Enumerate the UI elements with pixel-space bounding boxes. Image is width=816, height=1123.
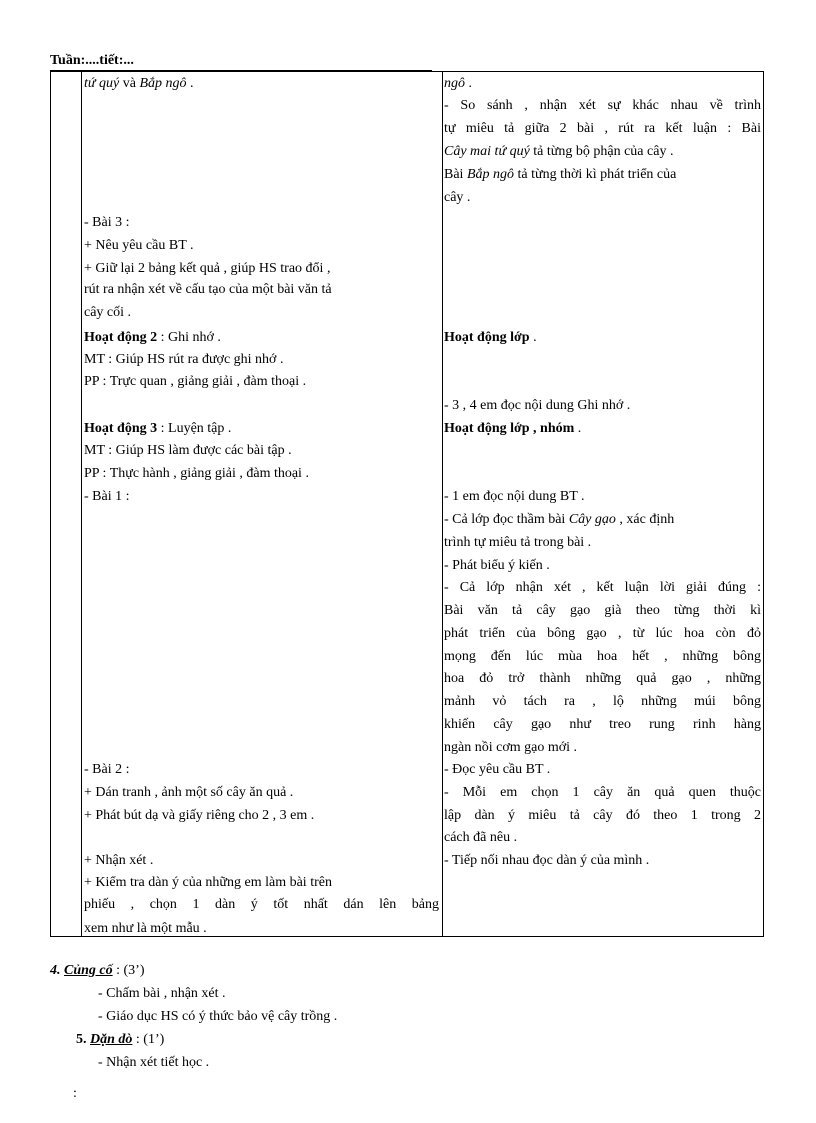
text-line: phiếu , chọn 1 dàn ý tốt nhất dán lên bảng bbox=[84, 897, 439, 912]
text-line: rút ra nhận xét về cấu tạo của một bài văn tả bbox=[84, 282, 332, 297]
text-line: tự miêu tả giữa 2 bài , rút ra kết luận : Bài bbox=[444, 121, 761, 136]
text-line: + Nêu yêu cầu BT . bbox=[84, 238, 194, 253]
text-line: PP : Thực hành , giảng giải , đàm thoại . bbox=[84, 466, 309, 481]
exercise-3-label: - Bài 3 : bbox=[84, 215, 130, 230]
text-line: MT : Giúp HS làm được các bài tập . bbox=[84, 443, 292, 458]
text-line: hoa đỏ trở thành những quả gạo , những bbox=[444, 671, 761, 686]
activity-3-heading: Hoạt động 3 : Luyện tập . bbox=[84, 421, 232, 436]
text-line: tứ quý và Bắp ngô . bbox=[84, 76, 194, 91]
week-period-label: Tuần:....tiết:... bbox=[50, 53, 134, 68]
activity-2-heading: Hoạt động 2 : Ghi nhớ . bbox=[84, 330, 221, 345]
class-activity-heading: Hoạt động lớp . bbox=[444, 330, 537, 345]
exercise-2-label: - Bài 2 : bbox=[84, 762, 130, 777]
text-line: - Chấm bài , nhận xét . bbox=[98, 986, 226, 1001]
text-line: trình tự miêu tả trong bài . bbox=[444, 535, 592, 550]
text-line: - Đọc yêu cầu BT . bbox=[444, 762, 551, 777]
group-activity-heading: Hoạt động lớp , nhóm . bbox=[444, 421, 582, 436]
text-line: - Phát biểu ý kiến . bbox=[444, 558, 550, 573]
text-line: PP : Trực quan , giảng giải , đàm thoại . bbox=[84, 374, 307, 389]
text-line: cây cối . bbox=[84, 305, 132, 320]
text-line: - 1 em đọc nội dung BT . bbox=[444, 489, 585, 504]
text-line: khiến cây gạo như treo rung rinh hàng bbox=[444, 717, 761, 732]
lesson-table bbox=[50, 71, 764, 937]
section-4-heading: 4. Củng cố : (3’) bbox=[50, 963, 145, 978]
text-line: - Nhận xét tiết học . bbox=[98, 1055, 210, 1070]
text-line: mọng đến lúc mùa hoa hết , những bông bbox=[444, 649, 761, 664]
text-line: ngàn nồi cơm gạo mới . bbox=[444, 740, 578, 755]
exercise-1-label: - Bài 1 : bbox=[84, 489, 130, 504]
section-5-heading: 5. Dặn dò : (1’) bbox=[76, 1032, 165, 1047]
text-line: Bài Bắp ngô tả từng thời kì phát triển của bbox=[444, 167, 677, 182]
text-line: phát triển của bông gạo , từ lúc hoa còn đỏ bbox=[444, 626, 761, 641]
column-divider bbox=[442, 72, 443, 936]
text-line: + Phát bút dạ và giấy riêng cho 2 , 3 em . bbox=[84, 808, 315, 823]
text-line: + Nhận xét . bbox=[84, 853, 154, 868]
text-line: cách đã nêu . bbox=[444, 830, 518, 845]
text-line: + Giữ lại 2 bảng kết quả , giúp HS trao đổi , bbox=[84, 261, 331, 276]
text-line: - Cả lớp đọc thầm bài Cây gạo , xác định bbox=[444, 512, 675, 527]
page-header bbox=[50, 52, 432, 71]
text-line: - Cả lớp nhận xét , kết luận lời giải đúng : bbox=[444, 580, 761, 595]
text-line: + Kiểm tra dàn ý của những em làm bài trên bbox=[84, 875, 332, 890]
text-line: MT : Giúp HS rút ra được ghi nhớ . bbox=[84, 352, 284, 367]
text-line: lập dàn ý miêu tả cây đó theo 1 trong 2 bbox=[444, 808, 761, 823]
text-line: - Tiếp nối nhau đọc dàn ý của mình . bbox=[444, 853, 650, 868]
text-line: ngô . bbox=[444, 76, 472, 91]
column-divider bbox=[81, 72, 82, 936]
stray-colon: : bbox=[73, 1086, 77, 1101]
text-line: mảnh vỏ tách ra , lộ những múi bông bbox=[444, 694, 761, 709]
text-line: - 3 , 4 em đọc nội dung Ghi nhớ . bbox=[444, 398, 631, 413]
text-line: xem như là một mẫu . bbox=[84, 921, 207, 936]
text-line: - Mỗi em chọn 1 cây ăn quả quen thuộc bbox=[444, 785, 761, 800]
text-line: cây . bbox=[444, 190, 471, 205]
text-line: Bài văn tả cây gạo già theo từng thời kì bbox=[444, 603, 761, 618]
text-line: + Dán tranh , ảnh một số cây ăn quả . bbox=[84, 785, 294, 800]
text-line: - So sánh , nhận xét sự khác nhau về trình bbox=[444, 98, 761, 113]
text-line: Cây mai tứ quý tả từng bộ phận của cây . bbox=[444, 144, 674, 159]
text-line: - Giáo dục HS có ý thức bảo vệ cây trồng . bbox=[98, 1009, 338, 1024]
